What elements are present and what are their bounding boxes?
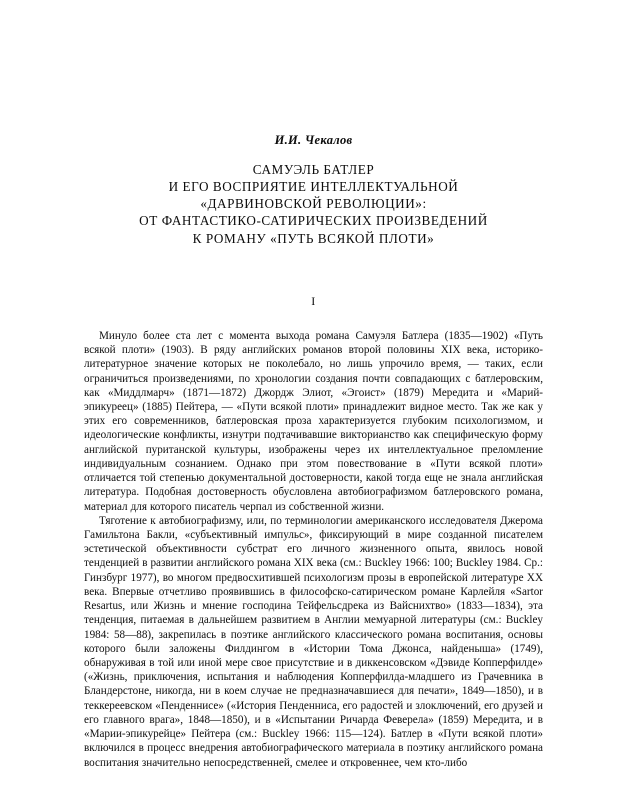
- article-title: [84, 148, 543, 247]
- paragraph: Тяготение к автобиографизму, или, по терминологии американского исследователя Джерома Гамильтона Бакли, «субъективный импульс», фиксирующий в мире созданной писателем эстетической объективности субстрат его личного жизненного опыта, явилось новой тенденцией в развитии английского романа XIX века (см.: Buckley 1966: 100; Buckley 1984. Ср.: Гинзбург 1977), во многом предвосхитившей психологизм прозы в европейской литературе XX века. Впервые отчетливо проявившись в философско-сатирическом романе Карлейля «Sartor Resartus, или Жизнь и мнение господина Тейфельсдрека из Вайснихтво» (1833—1834), эта тенденция, питаемая в дальнейшем развитием в Англии мемуарной литературы (см.: Buckley 1984: 58—88), закрепилась в поэтике английского классического романа воспитания, основы которого были заложены Филдингом в «Истории Тома Джонса, найденыша» (1749), обнаруживая в той или иной мере свое присутствие и в диккенсовском «Дэвиде Копперфилде» («Жизнь, приключения, испытания и наблюдения Копперфилда-младшего из Грачевника в Бландерстоне, никогда, ни в коем случае не предназначавшиеся для печати», 1849—1850), и в теккереевском «Пенденнисе» («История Пенденниса, его радостей и злоключений, его друзей и его главного врага», 1848—1850), и в «Испытании Ричарда Феверела» (1859) Мередита, и в «Марии-эпикурейце» Пейтера (см.: Buckley 1966: 115—124). Батлер в «Пути всякой плоти» включился в процесс внедрения автобиографического материала в поэтику английского романа воспитания значительно непосредственней, смелее и откровеннее, чем кто-либо: [84, 514, 543, 769]
- page-content-column: [84, 0, 543, 770]
- title-line-2: И ЕГО ВОСПРИЯТИЕ ИНТЕЛЛЕКТУАЛЬНОЙ: [168, 178, 459, 194]
- paragraph: Минуло более ста лет с момента выхода романа Самуэля Батлера (1835—1902) «Путь всякой плоти» (1903). В ряду английских романов второй половины XIX века, историко-литературное значение которых не поколебало, но лишь упрочило время, — таких, если ограничиться произведениями, по хронологии создания почти совпадающих с батлеровским, как «Миддлмарч» (1871—1872) Джордж Элиот, «Эгоист» (1879) Мередита и «Марий-эпикуреец» (1885) Пейтера, — «Пути всякой плоти» принадлежит видное место. Так же как у этих его современников, батлеровская проза характеризуется глубоким психологизмом, и идеологические конфликты, изнутри подтачивавшие викторианство как специфическую форму английской пуританской культуры, изображены через их интеллектуальное преломление индивидуальным сознанием. Однако при этом повествование в «Пути всякой плоти» отличается той степенью документальной достоверности, какой тогда еще не знала английская литература. Подобная достоверность обусловлена автобиографизмом батлеровского романа, материал для которого писатель черпал из собственной жизни.: [84, 329, 543, 513]
- section-numeral: I: [311, 293, 316, 308]
- title-line-1: САМУЭЛЬ БАТЛЕР: [252, 161, 375, 177]
- title-line-3: «ДАРВИНОВСКОЙ РЕВОЛЮЦИИ»:: [200, 196, 427, 212]
- title-line-5: К РОМАНУ «ПУТЬ ВСЯКОЙ ПЛОТИ»: [192, 230, 435, 246]
- article-author: И.И. Чекалов: [274, 133, 353, 147]
- title-line-4: ОТ ФАНТАСТИКО-САТИРИЧЕСКИХ ПРОИЗВЕДЕНИЙ: [139, 213, 488, 229]
- article-body: [84, 308, 543, 770]
